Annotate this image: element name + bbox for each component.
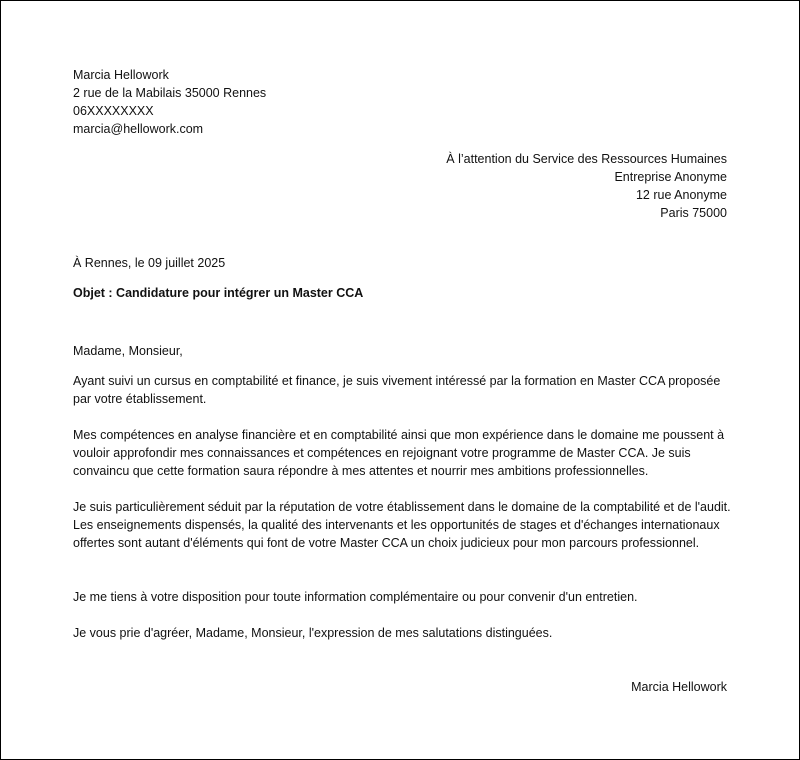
recipient-city: Paris 75000	[660, 206, 727, 220]
subject-line: Objet : Candidature pour intégrer un Master CCA	[73, 286, 364, 300]
body-paragraph-1: Ayant suivi un cursus en comptabilité et finance, je suis vivement intéressé par la formation en Master CCA proposée par votre établissement.	[73, 374, 721, 406]
sender-email: marcia@hellowork.com	[73, 122, 204, 136]
greeting: Madame, Monsieur,	[73, 344, 183, 358]
signature: Marcia Hellowork	[631, 680, 727, 694]
recipient-company: Entreprise Anonyme	[614, 170, 727, 184]
sender-phone: 06XXXXXXXX	[73, 104, 154, 118]
recipient-street: 12 rue Anonyme	[635, 188, 727, 202]
sender-address: 2 rue de la Mabilais 35000 Rennes	[73, 86, 267, 100]
recipient-attention: À l’attention du Service des Ressources Humaines	[446, 152, 727, 166]
sender-name: Marcia Hellowork	[73, 68, 169, 82]
closing-paragraph: Je vous prie d'agréer, Madame, Monsieur, l'expression de mes salutations distinguées.	[73, 626, 553, 640]
sender-block	[73, 66, 266, 138]
body-paragraph-4: Je me tiens à votre disposition pour toute information complémentaire ou pour convenir d'un entretien.	[73, 590, 638, 604]
body-paragraph-2: Mes compétences en analyse financière et en comptabilité ainsi que mon expérience dans le domaine me poussent à vouloir approfondir mes connaissances et compétences en rejoignant votre programme de Master CCA. Je suis convaincu que cette formation saura répondre à mes attentes et nourrir mes ambitions professionnelles.	[73, 428, 725, 478]
recipient-block	[446, 150, 727, 222]
date-line: À Rennes, le 09 juillet 2025	[73, 256, 226, 270]
body-paragraph-3: Je suis particulièrement séduit par la réputation de votre établissement dans le domaine de la comptabilité et de l'audit. Les enseignements dispensés, la qualité des intervenants et les opportunités de stages et d'échanges internationaux offertes sont autant d'éléments qui font de votre Master CCA un choix judicieux pour mon parcours professionnel.	[73, 500, 731, 550]
